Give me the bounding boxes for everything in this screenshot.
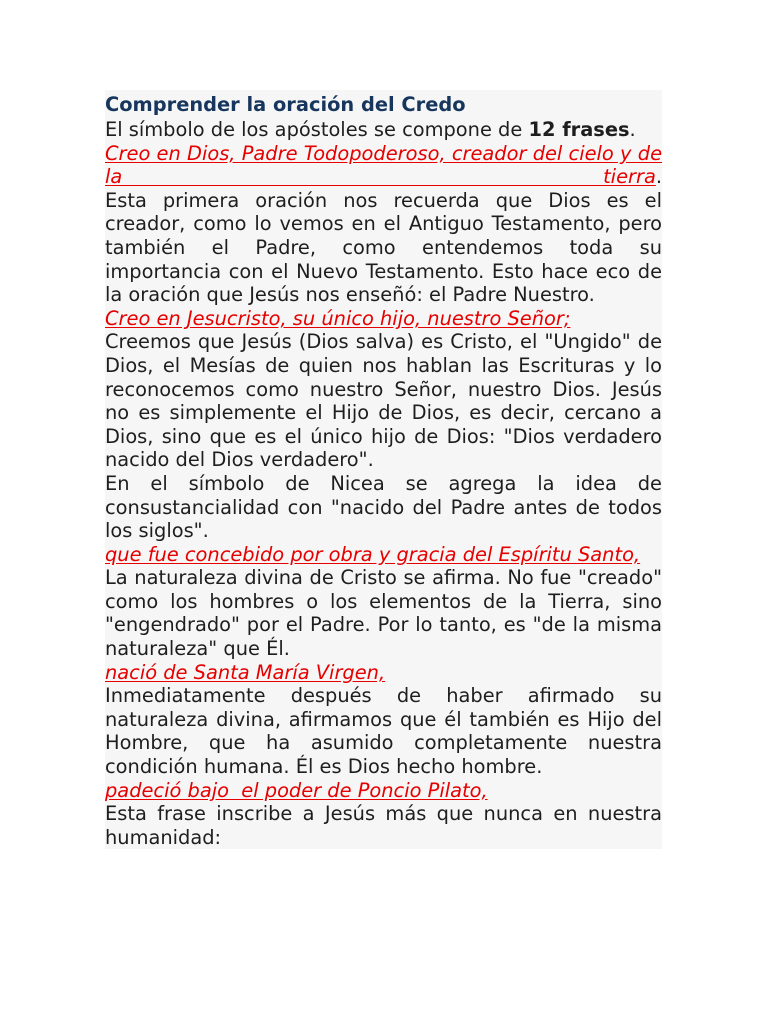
explanation-paragraph: Esta frase inscribe a Jesús más que nunca en nuestra humanidad:	[105, 802, 662, 849]
creed-phrase-1	[105, 142, 662, 189]
phrase-end: .	[655, 165, 662, 189]
page-title: Comprender la oración del Credo	[105, 93, 466, 116]
phrase-text: que fue concebido por obra y gracia del Espíritu Santo,	[105, 542, 641, 566]
intro-end: .	[629, 118, 636, 141]
creed-phrase-3	[105, 543, 662, 567]
document-page	[105, 90, 662, 849]
phrase-text: Creo en Jesucristo, su único hijo, nuestro Señor;	[105, 306, 571, 330]
phrase-text: padeció bajo el poder de Poncio Pilato,	[105, 778, 488, 802]
document-content	[105, 90, 662, 849]
explanation-paragraph: En el símbolo de Nicea se agrega la idea de consustancialidad con "nacido del Padre antes de todos los siglos".	[105, 471, 662, 543]
creed-phrase-2	[105, 307, 662, 331]
intro-bold-count: 12 frases	[528, 118, 630, 141]
intro-text: El símbolo de los apóstoles se compone de	[105, 118, 529, 141]
explanation-paragraph: La naturaleza divina de Cristo se afirma. No fue "creado" como los hombres o los elementos de la Tierra, sino "engendrado" por el Padre. Por lo tanto, es "de la misma naturaleza" que Él.	[105, 566, 662, 661]
creed-phrase-5	[105, 779, 662, 803]
intro-paragraph	[105, 118, 662, 142]
explanation-paragraph: Esta primera oración nos recuerda que Dios es el creador, como lo vemos en el Antiguo Testamento, pero también el Padre, como entendemos toda su importancia con el Nuevo Testamento. Esto hace eco de la oración que Jesús nos enseñó: el Padre Nuestro.	[105, 188, 662, 307]
explanation-paragraph: Inmediatamente después de haber afirmado su naturaleza divina, afirmamos que él también es Hijo del Hombre, que ha asumido completamente nuestra condición humana. Él es Dios hecho hombre.	[105, 684, 662, 779]
phrase-text: nació de Santa María Virgen,	[105, 660, 386, 684]
creed-phrase-4	[105, 661, 662, 685]
explanation-paragraph: Creemos que Jesús (Dios salva) es Cristo, el "Ungido" de Dios, el Mesías de quien nos hablan las Escrituras y lo reconocemos como nuestro Señor, nuestro Dios. Jesús no es simplemente el Hijo de Dios, es decir, cercano a Dios, sino que es el único hijo de Dios: "Dios verdadero nacido del Dios verdadero".	[105, 330, 662, 472]
phrase-text: Creo en Dios, Padre Todopoderoso, creador del cielo y de la tierra	[105, 141, 662, 189]
